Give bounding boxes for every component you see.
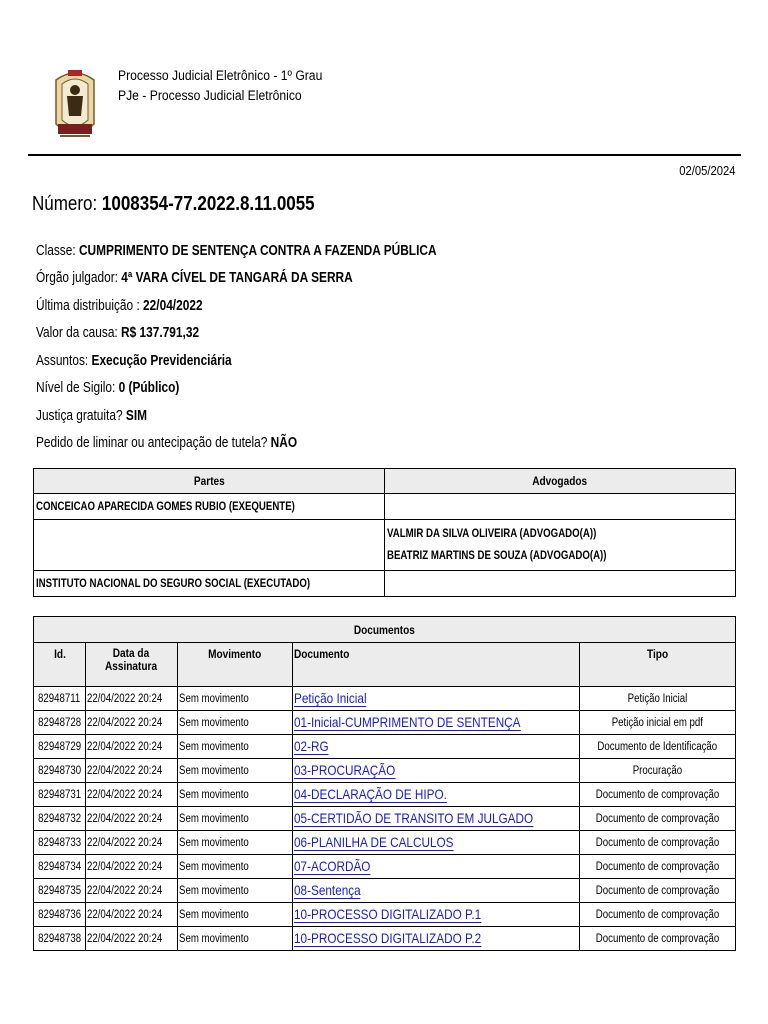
tipo-cell: Documento de comprovação (579, 927, 736, 951)
field-ultima-distribuicao (36, 298, 203, 314)
documento-cell (292, 879, 579, 903)
movimento-cell: Sem movimento (177, 831, 292, 855)
table-row (34, 687, 736, 711)
id-cell: 82948733 (34, 831, 86, 855)
documento-cell (292, 831, 579, 855)
field-value: 4ª VARA CÍVEL DE TANGARÁ DA SERRA (121, 270, 353, 286)
case-number-value: 1008354-77.2022.8.11.0055 (101, 193, 315, 215)
documento-cell (292, 759, 579, 783)
document-link[interactable]: 04-DECLARAÇÃO DE HIPO. (293, 785, 447, 802)
field-orgao-julgador (36, 270, 353, 286)
document-date: 02/05/2024 (679, 164, 736, 178)
id-cell: 82948711 (34, 687, 86, 711)
table-row (34, 831, 736, 855)
table-row (34, 879, 736, 903)
table-row (34, 735, 736, 759)
id-cell: 82948736 (34, 903, 86, 927)
document-link[interactable]: 02-RG (293, 737, 329, 754)
movimento-cell: Sem movimento (177, 687, 292, 711)
data-cell: 22/04/2022 20:24 (86, 807, 178, 831)
col-id-header: Id. (34, 643, 86, 687)
movimento-cell: Sem movimento (177, 759, 292, 783)
document-link[interactable]: 10-PROCESSO DIGITALIZADO P.1 (293, 905, 481, 922)
partes-header: Partes (34, 469, 385, 494)
field-value: NÃO (270, 435, 298, 451)
field-label: Pedido de liminar ou antecipação de tutela? (36, 435, 271, 451)
data-cell: 22/04/2022 20:24 (86, 783, 178, 807)
field-assuntos (36, 353, 232, 369)
table-row (34, 711, 736, 735)
documento-cell (292, 855, 579, 879)
tipo-cell: Documento de comprovação (579, 783, 736, 807)
documento-cell (292, 711, 579, 735)
field-pedido-liminar (36, 435, 297, 451)
documento-cell (292, 903, 579, 927)
documento-cell (292, 927, 579, 951)
case-number-label: Número: (32, 193, 98, 215)
id-cell: 82948738 (34, 927, 86, 951)
field-nivel-sigilo (36, 380, 179, 396)
tipo-cell: Petição inicial em pdf (579, 711, 736, 735)
data-cell: 22/04/2022 20:24 (86, 903, 178, 927)
parte-cell: INSTITUTO NACIONAL DO SEGURO SOCIAL (EXECUTADO) (34, 571, 385, 597)
table-row (34, 571, 736, 597)
data-cell: 22/04/2022 20:24 (86, 735, 178, 759)
movimento-cell: Sem movimento (177, 903, 292, 927)
table-row (34, 759, 736, 783)
advogado-name: VALMIR DA SILVA OLIVEIRA (ADVOGADO(A)) (386, 528, 597, 540)
data-cell: 22/04/2022 20:24 (86, 711, 178, 735)
documentos-title: Documentos (34, 617, 736, 643)
table-row (34, 807, 736, 831)
movimento-cell: Sem movimento (177, 927, 292, 951)
field-classe (36, 243, 437, 259)
field-valor-causa (36, 325, 199, 341)
table-row (34, 855, 736, 879)
field-value: 0 (Público) (118, 380, 180, 396)
data-cell: 22/04/2022 20:24 (86, 879, 178, 903)
tipo-cell: Petição Inicial (579, 687, 736, 711)
document-link[interactable]: 07-ACORDÃO (293, 857, 371, 874)
id-cell: 82948730 (34, 759, 86, 783)
parte-cell: CONCEICAO APARECIDA GOMES RUBIO (EXEQUENTE) (34, 494, 385, 520)
court-seal-icon (52, 66, 98, 146)
partes-header-row (34, 469, 736, 494)
data-cell: 22/04/2022 20:24 (86, 759, 178, 783)
table-row (34, 927, 736, 951)
data-cell: 22/04/2022 20:24 (86, 831, 178, 855)
document-link[interactable]: Petição Inicial (293, 689, 367, 706)
field-label: Classe: (36, 243, 79, 259)
data-cell: 22/04/2022 20:24 (86, 855, 178, 879)
documento-cell (292, 783, 579, 807)
partes-table (33, 468, 736, 597)
field-value: Execução Previdenciária (91, 353, 232, 369)
field-value: CUMPRIMENTO DE SENTENÇA CONTRA A FAZENDA PÚBLICA (78, 243, 437, 259)
advogados-cell (384, 520, 735, 571)
tipo-cell: Documento de comprovação (579, 831, 736, 855)
tipo-cell: Procuração (579, 759, 736, 783)
document-link[interactable]: 06-PLANILHA DE CALCULOS (293, 833, 454, 850)
document-link[interactable]: 01-Inicial-CUMPRIMENTO DE SENTENÇA (293, 713, 521, 730)
id-cell: 82948728 (34, 711, 86, 735)
tipo-cell: Documento de comprovação (579, 879, 736, 903)
movimento-cell: Sem movimento (177, 711, 292, 735)
tipo-cell: Documento de comprovação (579, 807, 736, 831)
col-tipo-header: Tipo (579, 643, 736, 687)
document-link[interactable]: 10-PROCESSO DIGITALIZADO P.2 (293, 929, 481, 946)
advogados-cell (384, 494, 735, 520)
table-row (34, 783, 736, 807)
id-cell: 82948731 (34, 783, 86, 807)
table-row (34, 903, 736, 927)
movimento-cell: Sem movimento (177, 855, 292, 879)
advogado-name: BEATRIZ MARTINS DE SOUZA (ADVOGADO(A)) (386, 550, 607, 562)
system-title: Processo Judicial Eletrônico - 1º Grau (118, 68, 323, 83)
tipo-cell: Documento de Identificação (579, 735, 736, 759)
field-label: Valor da causa: (36, 325, 122, 341)
field-label: Nível de Sigilo: (36, 380, 119, 396)
col-data-header: Data da Assinatura (86, 643, 178, 687)
documentos-header-row (34, 643, 736, 687)
table-row (34, 494, 736, 520)
col-movimento-header: Movimento (177, 643, 292, 687)
field-label: Justiça gratuita? (36, 408, 126, 424)
case-number (32, 193, 315, 216)
documento-cell (292, 807, 579, 831)
field-value: R$ 137.791,32 (121, 325, 200, 341)
field-label: Órgão julgador: (36, 270, 122, 286)
document-link[interactable]: 03-PROCURAÇÃO (293, 761, 396, 778)
col-documento-header: Documento (292, 643, 579, 687)
field-value: 22/04/2022 (143, 298, 203, 314)
field-label: Última distribuição : (36, 298, 144, 314)
documento-cell (292, 735, 579, 759)
header-divider (28, 154, 741, 156)
movimento-cell: Sem movimento (177, 807, 292, 831)
system-subtitle: PJe - Processo Judicial Eletrônico (118, 88, 302, 103)
advogados-header: Advogados (384, 469, 735, 494)
id-cell: 82948732 (34, 807, 86, 831)
table-row (34, 520, 736, 571)
documentos-table (33, 616, 736, 951)
field-justica-gratuita (36, 408, 147, 424)
advogados-cell (384, 571, 735, 597)
documentos-title-row (34, 617, 736, 643)
tipo-cell: Documento de comprovação (579, 903, 736, 927)
movimento-cell: Sem movimento (177, 879, 292, 903)
data-cell: 22/04/2022 20:24 (86, 927, 178, 951)
id-cell: 82948734 (34, 855, 86, 879)
id-cell: 82948729 (34, 735, 86, 759)
data-cell: 22/04/2022 20:24 (86, 687, 178, 711)
field-value: SIM (125, 408, 148, 424)
movimento-cell: Sem movimento (177, 783, 292, 807)
movimento-cell: Sem movimento (177, 735, 292, 759)
id-cell: 82948735 (34, 879, 86, 903)
parte-cell (34, 520, 385, 571)
document-link[interactable]: 08-Sentença (293, 881, 361, 898)
tipo-cell: Documento de comprovação (579, 855, 736, 879)
document-link[interactable]: 05-CERTIDÃO DE TRANSITO EM JULGADO (293, 809, 533, 826)
field-label: Assuntos: (36, 353, 92, 369)
documento-cell (292, 687, 579, 711)
